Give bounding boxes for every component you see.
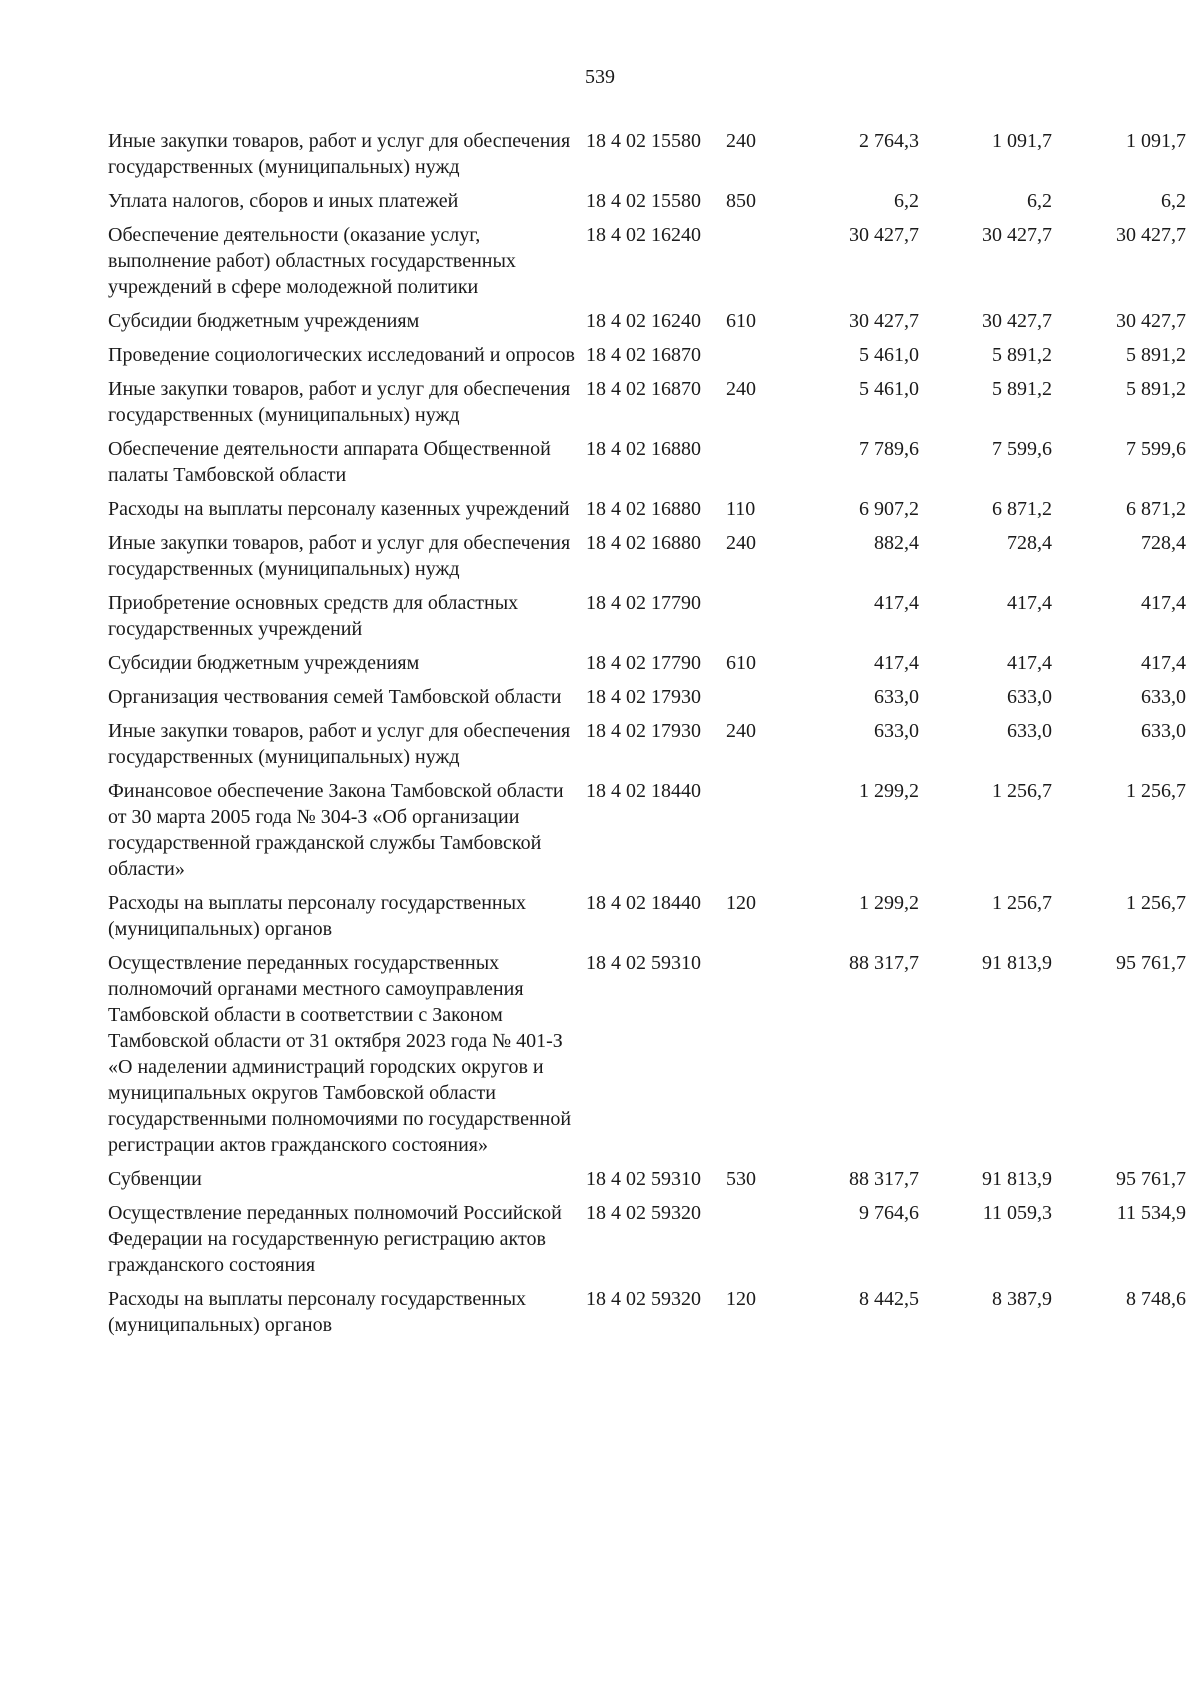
row-code: 18 4 02 16880 bbox=[586, 498, 701, 520]
row-value-3: 8 748,6 bbox=[1126, 1288, 1186, 1310]
table-row bbox=[108, 1166, 1186, 1192]
row-value-3: 6,2 bbox=[1161, 190, 1186, 212]
row-code: 18 4 02 59310 bbox=[586, 1168, 701, 1190]
table-row bbox=[108, 890, 1186, 942]
row-name: Субсидии бюджетным учреждениям bbox=[108, 310, 420, 332]
row-value-2: 91 813,9 bbox=[982, 1168, 1052, 1190]
row-name: Иные закупки товаров, работ и услуг для обеспечения государственных (муниципальных) нужд bbox=[108, 130, 571, 178]
row-code: 18 4 02 59320 bbox=[586, 1202, 701, 1224]
row-name: Субвенции bbox=[108, 1168, 202, 1190]
row-value-3: 6 871,2 bbox=[1126, 498, 1186, 520]
table-row bbox=[108, 590, 1186, 642]
row-value-1: 9 764,6 bbox=[859, 1202, 919, 1224]
row-code: 18 4 02 16240 bbox=[586, 224, 701, 246]
row-code: 18 4 02 16880 bbox=[586, 532, 701, 554]
row-code: 18 4 02 18440 bbox=[586, 892, 701, 914]
row-name: Иные закупки товаров, работ и услуг для обеспечения государственных (муниципальных) нужд bbox=[108, 532, 571, 580]
row-value-2: 417,4 bbox=[1007, 592, 1052, 614]
table-row bbox=[108, 778, 1186, 882]
row-value-3: 5 891,2 bbox=[1126, 378, 1186, 400]
row-value-1: 6,2 bbox=[894, 190, 919, 212]
row-expense-type: 240 bbox=[726, 378, 756, 400]
row-expense-type: 240 bbox=[726, 720, 756, 742]
table-row bbox=[108, 650, 1186, 676]
row-code: 18 4 02 15580 bbox=[586, 130, 701, 152]
row-value-1: 7 789,6 bbox=[859, 438, 919, 460]
row-value-2: 728,4 bbox=[1007, 532, 1052, 554]
row-name: Обеспечение деятельности аппарата Общественной палаты Тамбовской области bbox=[108, 438, 551, 486]
table-row bbox=[108, 342, 1186, 368]
row-value-2: 1 256,7 bbox=[992, 780, 1052, 802]
table-row bbox=[108, 496, 1186, 522]
row-value-1: 8 442,5 bbox=[859, 1288, 919, 1310]
table-row bbox=[108, 188, 1186, 214]
table-row bbox=[108, 222, 1186, 300]
row-name: Проведение социологических исследований и опросов bbox=[108, 344, 575, 366]
row-name: Осуществление переданных полномочий Российской Федерации на государственную регистрацию актов гражданского состояния bbox=[108, 1202, 562, 1276]
row-value-2: 30 427,7 bbox=[982, 310, 1052, 332]
table-row bbox=[108, 436, 1186, 488]
row-value-1: 417,4 bbox=[874, 652, 919, 674]
row-value-2: 30 427,7 bbox=[982, 224, 1052, 246]
row-value-1: 417,4 bbox=[874, 592, 919, 614]
row-name: Организация чествования семей Тамбовской области bbox=[108, 686, 562, 708]
row-code: 18 4 02 17930 bbox=[586, 686, 701, 708]
row-value-3: 417,4 bbox=[1141, 592, 1186, 614]
row-name: Финансовое обеспечение Закона Тамбовской области от 30 марта 2005 года № 304-З «Об организации государственной гражданской службы Тамбовской области» bbox=[108, 780, 564, 880]
row-value-2: 417,4 bbox=[1007, 652, 1052, 674]
row-name: Приобретение основных средств для областных государственных учреждений bbox=[108, 592, 519, 640]
row-name: Расходы на выплаты персоналу государственных (муниципальных) органов bbox=[108, 1288, 527, 1336]
row-name: Иные закупки товаров, работ и услуг для обеспечения государственных (муниципальных) нужд bbox=[108, 378, 571, 426]
row-value-2: 7 599,6 bbox=[992, 438, 1052, 460]
row-value-1: 6 907,2 bbox=[859, 498, 919, 520]
row-name: Осуществление переданных государственных полномочий органами местного самоуправления Тамбовской области в соответствии с Законом Тамбовской области от 31 октября 2023 года № 401-З «О наделении администраций городских округов и муниципальных округов Тамбовской области государственными полномочиями по государственной регистрации актов гражданского состояния» bbox=[108, 952, 572, 1156]
row-code: 18 4 02 16880 bbox=[586, 438, 701, 460]
row-value-1: 2 764,3 bbox=[859, 130, 919, 152]
row-name: Обеспечение деятельности (оказание услуг, выполнение работ) областных государственных учреждений в сфере молодежной политики bbox=[108, 224, 516, 298]
row-value-2: 6 871,2 bbox=[992, 498, 1052, 520]
row-value-1: 5 461,0 bbox=[859, 344, 919, 366]
row-value-3: 95 761,7 bbox=[1116, 952, 1186, 974]
row-expense-type: 610 bbox=[726, 652, 756, 674]
row-code: 18 4 02 18440 bbox=[586, 780, 701, 802]
row-value-1: 88 317,7 bbox=[849, 952, 919, 974]
row-expense-type: 610 bbox=[726, 310, 756, 332]
row-value-2: 1 256,7 bbox=[992, 892, 1052, 914]
row-value-3: 633,0 bbox=[1141, 720, 1186, 742]
row-value-2: 1 091,7 bbox=[992, 130, 1052, 152]
row-code: 18 4 02 17790 bbox=[586, 652, 701, 674]
row-code: 18 4 02 59320 bbox=[586, 1288, 701, 1310]
table-row bbox=[108, 530, 1186, 582]
row-expense-type: 110 bbox=[726, 498, 756, 520]
row-value-3: 11 534,9 bbox=[1116, 1202, 1186, 1224]
row-value-1: 30 427,7 bbox=[849, 310, 919, 332]
row-code: 18 4 02 59310 bbox=[586, 952, 701, 974]
row-value-2: 633,0 bbox=[1007, 720, 1052, 742]
row-value-1: 882,4 bbox=[874, 532, 919, 554]
row-expense-type: 240 bbox=[726, 532, 756, 554]
table-row bbox=[108, 1286, 1186, 1338]
row-value-2: 633,0 bbox=[1007, 686, 1052, 708]
row-code: 18 4 02 16240 bbox=[586, 310, 701, 332]
row-name: Расходы на выплаты персоналу казенных учреждений bbox=[108, 498, 570, 520]
row-value-2: 6,2 bbox=[1027, 190, 1052, 212]
row-name: Иные закупки товаров, работ и услуг для обеспечения государственных (муниципальных) нужд bbox=[108, 720, 571, 768]
table-row bbox=[108, 950, 1186, 1158]
row-name: Расходы на выплаты персоналу государственных (муниципальных) органов bbox=[108, 892, 527, 940]
row-code: 18 4 02 16870 bbox=[586, 344, 701, 366]
row-value-2: 5 891,2 bbox=[992, 378, 1052, 400]
table-row bbox=[108, 1200, 1186, 1278]
row-value-3: 417,4 bbox=[1141, 652, 1186, 674]
row-name: Уплата налогов, сборов и иных платежей bbox=[108, 190, 459, 212]
row-expense-type: 850 bbox=[726, 190, 756, 212]
row-value-1: 5 461,0 bbox=[859, 378, 919, 400]
row-value-3: 30 427,7 bbox=[1116, 310, 1186, 332]
row-code: 18 4 02 15580 bbox=[586, 190, 701, 212]
row-value-3: 1 256,7 bbox=[1126, 780, 1186, 802]
row-value-2: 5 891,2 bbox=[992, 344, 1052, 366]
row-value-3: 633,0 bbox=[1141, 686, 1186, 708]
page-number: 539 bbox=[585, 66, 615, 88]
budget-table bbox=[108, 128, 1186, 1346]
row-value-1: 1 299,2 bbox=[859, 892, 919, 914]
table-row bbox=[108, 376, 1186, 428]
table-row bbox=[108, 718, 1186, 770]
row-value-3: 1 256,7 bbox=[1126, 892, 1186, 914]
row-name: Субсидии бюджетным учреждениям bbox=[108, 652, 420, 674]
table-row bbox=[108, 684, 1186, 710]
row-value-1: 633,0 bbox=[874, 686, 919, 708]
row-value-3: 728,4 bbox=[1141, 532, 1186, 554]
row-expense-type: 120 bbox=[726, 1288, 756, 1310]
row-value-3: 7 599,6 bbox=[1126, 438, 1186, 460]
row-expense-type: 530 bbox=[726, 1168, 756, 1190]
table-row bbox=[108, 308, 1186, 334]
row-value-3: 30 427,7 bbox=[1116, 224, 1186, 246]
row-value-1: 1 299,2 bbox=[859, 780, 919, 802]
row-value-1: 633,0 bbox=[874, 720, 919, 742]
row-expense-type: 120 bbox=[726, 892, 756, 914]
row-value-2: 91 813,9 bbox=[982, 952, 1052, 974]
row-value-3: 95 761,7 bbox=[1116, 1168, 1186, 1190]
row-code: 18 4 02 16870 bbox=[586, 378, 701, 400]
row-code: 18 4 02 17790 bbox=[586, 592, 701, 614]
row-code: 18 4 02 17930 bbox=[586, 720, 701, 742]
row-value-2: 8 387,9 bbox=[992, 1288, 1052, 1310]
row-value-3: 1 091,7 bbox=[1126, 130, 1186, 152]
row-value-1: 88 317,7 bbox=[849, 1168, 919, 1190]
row-expense-type: 240 bbox=[726, 130, 756, 152]
table-row bbox=[108, 128, 1186, 180]
row-value-2: 11 059,3 bbox=[982, 1202, 1052, 1224]
row-value-3: 5 891,2 bbox=[1126, 344, 1186, 366]
row-value-1: 30 427,7 bbox=[849, 224, 919, 246]
